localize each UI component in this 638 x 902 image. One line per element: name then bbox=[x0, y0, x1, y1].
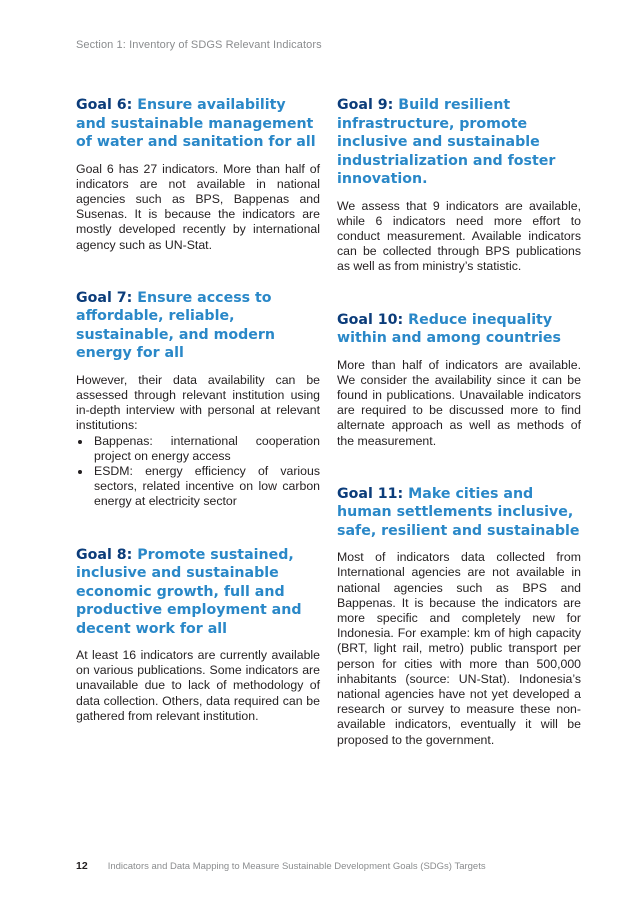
goal-8-title: Promote sustained, inclusive and sustainable economic growth, full and productive employment and decent work for all bbox=[76, 546, 302, 637]
goal-6-body: Goal 6 has 27 indicators. More than half of indicators are not available in national agencies such as BPS, Bappenas and Susenas. It is because the indicators are mostly developed recently by international agency such as UN-Stat. bbox=[76, 161, 320, 252]
goal-6-section bbox=[76, 96, 320, 253]
goal-9-section bbox=[337, 96, 581, 275]
running-header: Section 1: Inventory of SDGS Relevant Indicators bbox=[76, 39, 322, 51]
goal-7-heading bbox=[76, 289, 320, 363]
goal-10-body: More than half of indicators are available. We consider the availability since it can be found in publications. Unavailable indicators are required to be discussed more to find alternate approach as well as methods of the measurement. bbox=[337, 357, 581, 448]
goal-11-section bbox=[337, 485, 581, 748]
goal-8-number: Goal 8: bbox=[76, 546, 133, 563]
goal-10-title: Reduce inequality within and among countries bbox=[337, 311, 561, 347]
goal-9-body: We assess that 9 indicators are available, while 6 indicators need more effort to conduct measurement. Available indicators can be collected through BPS publications as well as from ministry’s statistic. bbox=[337, 198, 581, 274]
goal-9-title: Build resilient infrastructure, promote inclusive and sustainable industrialization and foster innovation. bbox=[337, 97, 556, 187]
page-number: 12 bbox=[76, 860, 88, 872]
goal-7-number: Goal 7: bbox=[76, 289, 133, 306]
goal-6-number: Goal 6: bbox=[76, 97, 133, 113]
goal-7-bullet-item: • ESDM: energy efficiency of various sectors, related incentive on low carbon energy at electricity sector bbox=[92, 464, 320, 510]
left-column bbox=[76, 96, 320, 754]
goal-11-number: Goal 11: bbox=[337, 485, 404, 502]
goal-8-section bbox=[76, 546, 320, 725]
goal-7-bullet-list bbox=[76, 434, 320, 510]
goal-9-heading bbox=[337, 96, 581, 189]
goal-11-body: Most of indicators data collected from International agencies are not available in national agencies such as BPS and Bappenas. It is because the indicators are more specific and completely new for Indonesia. For example: km of high capacity (BRT, light rail, metro) public transport per person for cities with more than 500,000 inhabitants (source: UN-Stat). Indonesia’s national agencies have not yet developed a research or survey to measure these non-available indicators, eventually it will be proposed to the government. bbox=[337, 550, 581, 747]
goal-10-heading bbox=[337, 311, 581, 348]
goal-11-title: Make cities and human settlements inclusive, safe, resilient and sustainable bbox=[337, 485, 580, 539]
goal-8-body: At least 16 indicators are currently available on various publications. Some indicators are unavailable due to lack of methodology of data collection. Others, data required can be gathered from relevant institution. bbox=[76, 648, 320, 723]
goal-10-number: Goal 10: bbox=[337, 311, 404, 328]
goal-7-title: Ensure access to affordable, reliable, sustainable, and modern energy for all bbox=[76, 289, 276, 362]
goal-6-title: Ensure availability and sustainable management of water and sanitation for all bbox=[76, 97, 316, 150]
goal-10-section bbox=[337, 311, 581, 449]
goal-7-bullet-item: • Bappenas: international cooperation project on energy access bbox=[92, 434, 320, 464]
goal-6-heading bbox=[76, 96, 320, 152]
goal-8-heading bbox=[76, 546, 320, 639]
goal-7-section bbox=[76, 289, 320, 510]
page-footer bbox=[76, 860, 486, 872]
right-column bbox=[337, 96, 581, 778]
goal-7-body: However, their data availability can be assessed through relevant institution using in-depth interview with personal at relevant institutions: bbox=[76, 372, 320, 433]
goal-11-heading bbox=[337, 485, 581, 541]
goal-9-number: Goal 9: bbox=[337, 97, 394, 113]
footer-title: Indicators and Data Mapping to Measure Sustainable Development Goals (SDGs) Targets bbox=[107, 861, 486, 872]
